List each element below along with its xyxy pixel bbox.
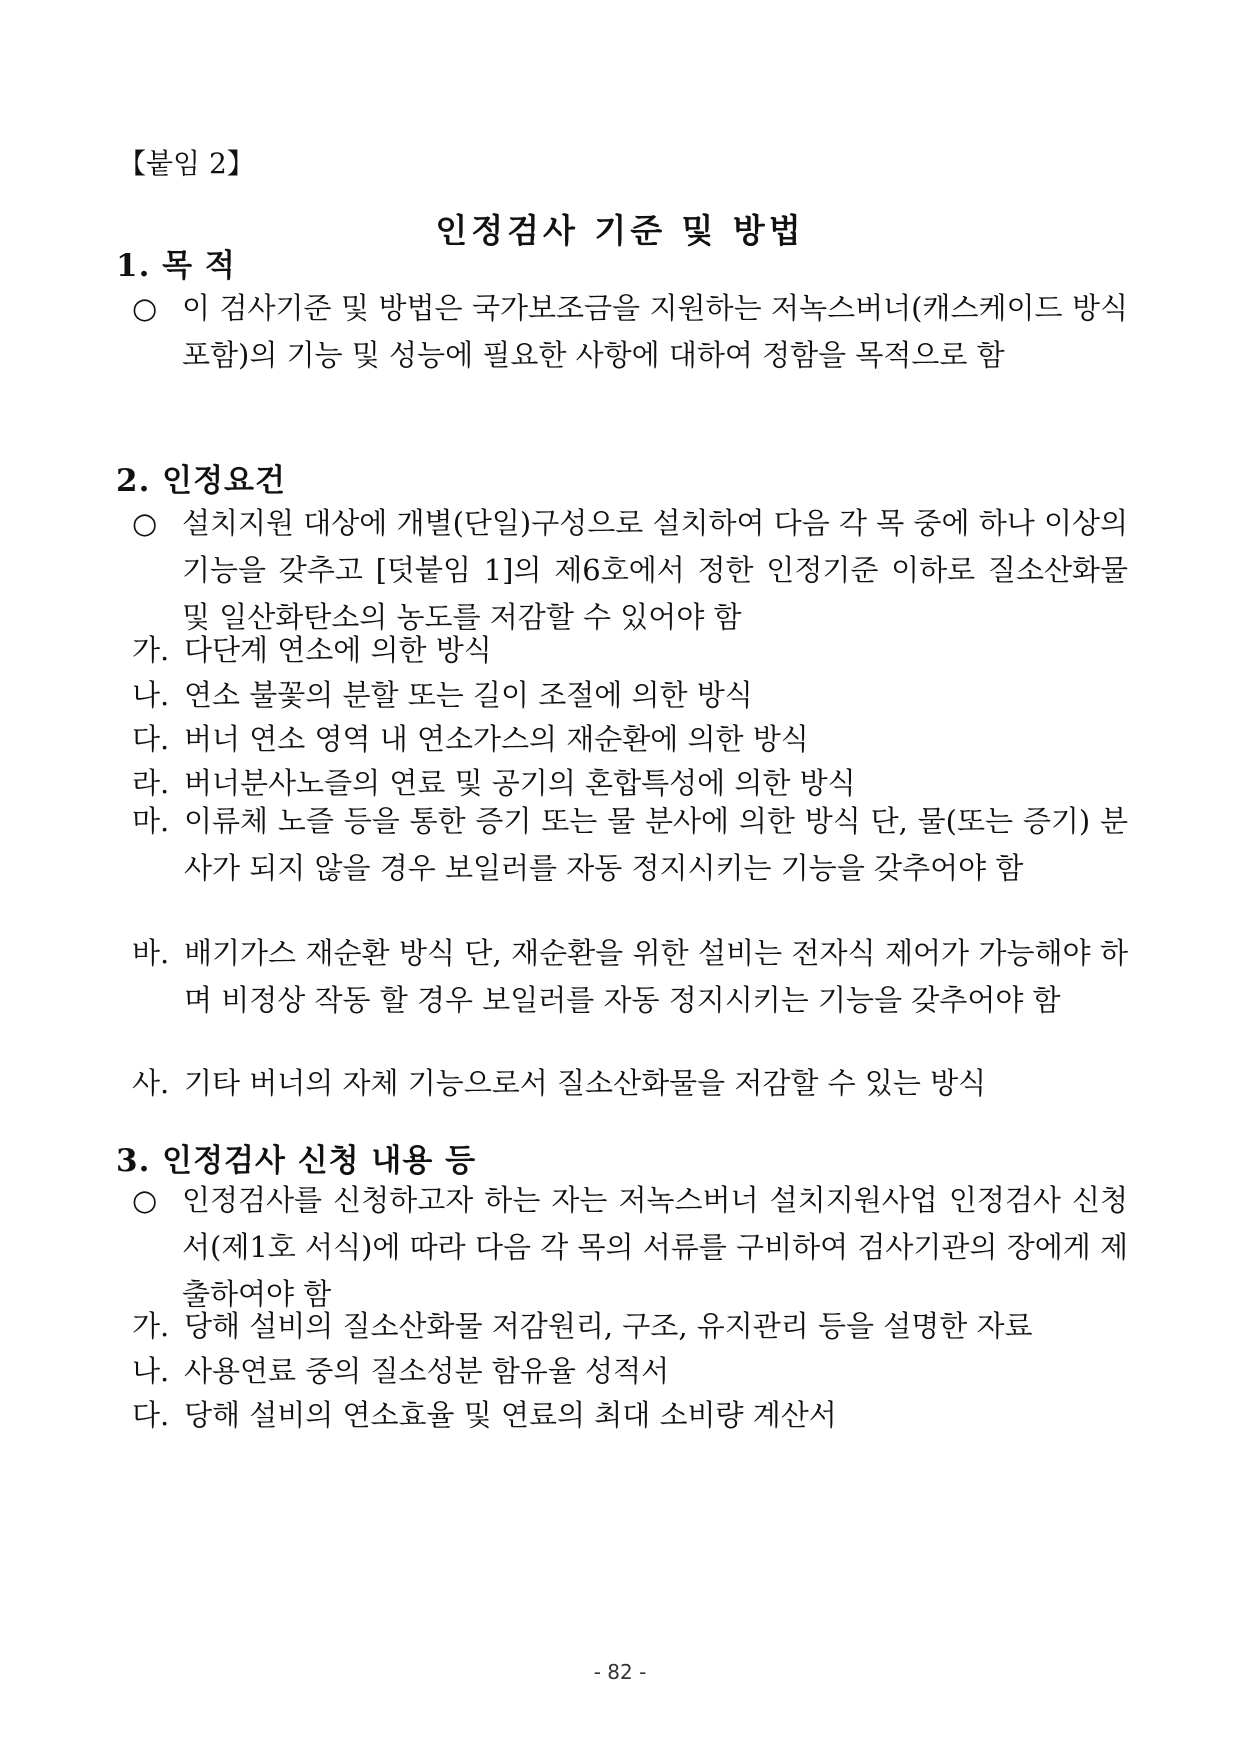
item-text: 버너분사노즐의 연료 및 공기의 혼합특성에 의한 방식 (184, 766, 856, 800)
paragraph-text: 인정검사를 신청하고자 하는 자는 저녹스버너 설치지원사업 인정검사 신청서(제1호 서식)에 따라 다음 각 목의 서류를 구비하여 검사기관의 장에게 제출하여야 함 (182, 1183, 1128, 1311)
section-heading: 3. 인정검사 신청 내용 등 (116, 1143, 477, 1179)
item-marker: 가. (132, 1309, 170, 1343)
item-marker: 사. (132, 1066, 170, 1100)
section-paragraph (132, 1177, 1128, 1318)
list-item (132, 716, 1128, 763)
item-marker: 마. (132, 804, 170, 838)
item-marker: 나. (132, 1354, 170, 1388)
item-text: 버너 연소 영역 내 연소가스의 재순환에 의한 방식 (184, 722, 809, 756)
list-item (132, 672, 1128, 719)
list-item (132, 1060, 1128, 1107)
section-heading: 2. 인정요건 (116, 463, 286, 499)
item-text: 이류체 노즐 등을 통한 증기 또는 물 분사에 의한 방식 단, 물(또는 증기) 분사가 되지 않을 경우 보일러를 자동 정지시키는 기능을 갖추어야 함 (184, 804, 1128, 885)
page-number: - 82 - (593, 1660, 647, 1684)
item-text: 기타 버너의 자체 기능으로서 질소산화물을 저감할 수 있는 방식 (184, 1066, 987, 1100)
paragraph-text: 이 검사기준 및 방법은 국가보조금을 지원하는 저녹스버너(캐스케이드 방식 포함)의 기능 및 성능에 필요한 사항에 대하여 정함을 목적으로 함 (182, 291, 1128, 372)
item-marker: 나. (132, 678, 170, 712)
item-marker: 가. (132, 633, 170, 667)
item-marker: 바. (132, 936, 170, 970)
item-marker: 다. (132, 1398, 170, 1432)
list-item (132, 798, 1128, 892)
list-item (132, 1348, 1128, 1395)
section-heading: 1. 목 적 (116, 248, 236, 284)
paragraph-text: 설치지원 대상에 개별(단일)구성으로 설치하여 다음 각 목 중에 하나 이상의 기능을 갖추고 [덧붙임 1]의 제6호에서 정한 인정기준 이하로 질소산화물 및 일산화탄소의 농도를 저감할 수 있어야 함 (182, 506, 1129, 634)
list-item (132, 1392, 1128, 1439)
item-text: 사용연료 중의 질소성분 함유율 성적서 (184, 1354, 670, 1388)
list-item (132, 1303, 1128, 1350)
bullet-marker: ○ (132, 1183, 158, 1217)
section-paragraph (132, 500, 1128, 641)
attachment-label: 【붙임 2】 (118, 147, 255, 180)
list-item (132, 627, 1128, 674)
bullet-marker: ○ (132, 291, 158, 325)
item-marker: 다. (132, 722, 170, 756)
item-text: 당해 설비의 연소효율 및 연료의 최대 소비량 계산서 (184, 1398, 837, 1432)
list-item (132, 930, 1128, 1024)
item-marker: 라. (132, 766, 170, 800)
item-text: 다단계 연소에 의한 방식 (184, 633, 492, 667)
section-paragraph (132, 285, 1128, 379)
document-title: 인정검사 기준 및 방법 (435, 211, 805, 250)
item-text: 당해 설비의 질소산화물 저감원리, 구조, 유지관리 등을 설명한 자료 (184, 1309, 1033, 1343)
item-text: 배기가스 재순환 방식 단, 재순환을 위한 설비는 전자식 제어가 가능해야 하며 비정상 작동 할 경우 보일러를 자동 정지시키는 기능을 갖추어야 함 (184, 936, 1128, 1017)
bullet-marker: ○ (132, 506, 158, 540)
item-text: 연소 불꽃의 분할 또는 길이 조절에 의한 방식 (184, 678, 753, 712)
